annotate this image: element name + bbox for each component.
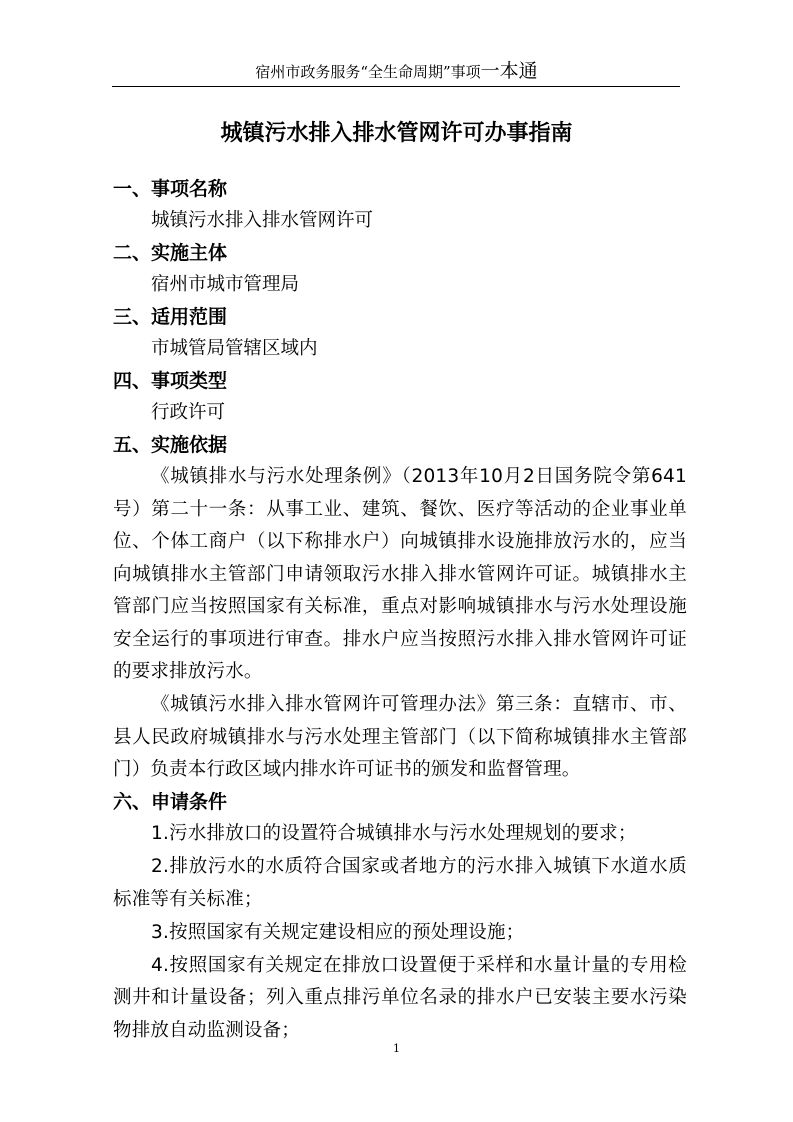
header-text: 宿州市政务服务“全生命周期”事项: [255, 63, 481, 81]
section-item-name: [113, 174, 687, 237]
section-item-type: [113, 366, 687, 429]
section-scope: [113, 302, 687, 365]
paragraph: 《城镇排水与污水处理条例》（2013年10月2日国务院令第641号）第二十一条：从事工业、建筑、餐饮、医疗等活动的企业事业单位、个体工商户（以下称排水户）向城镇排水设施排放污水的，应当向城镇排水主管部门申请领取污水排入排水管网许可证。城镇排水主管部门应当按照国家有关标准，重点对影响城镇排水与污水处理设施安全运行的事项进行审查。排水户应当按照污水排入排水管网许可证的要求排放污水。: [113, 466, 687, 682]
condition-item: 4.按照国家有关规定在排放口设置便于采样和水量计量的专用检测井和计量设备；列入重点排污单位名录的排水户已安装主要水污染物排放自动监测设备；: [113, 954, 687, 1041]
condition-item: 2.排放污水的水质符合国家或者地方的污水排入城镇下水道水质标准等有关标准；: [113, 856, 687, 910]
section-heading: 五、实施依据: [113, 434, 228, 456]
section-value: 城镇污水排入排水管网许可: [151, 210, 374, 231]
section-value: 宿州市城市管理局: [151, 274, 300, 295]
section-heading: 二、实施主体: [113, 242, 228, 264]
header-rule: [112, 86, 680, 87]
section-legal-basis: [113, 430, 687, 787]
section-implementing-body: [113, 238, 687, 301]
header-text-large: 一本通: [480, 60, 538, 82]
paragraph: 《城镇污水排入排水管网许可管理办法》第三条：直辖市、市、县人民政府城镇排水与污水处理主管部门（以下简称城镇排水主管部门）负责本行政区域内排水许可证书的颁发和监督管理。: [113, 694, 687, 780]
document-body: [113, 174, 687, 1048]
section-heading: 三、适用范围: [113, 306, 228, 328]
condition-item: 3.按照国家有关规定建设相应的预处理设施；: [151, 921, 525, 943]
page-number: 1: [393, 1042, 400, 1055]
section-application-conditions: [113, 787, 687, 1047]
section-heading: 六、申请条件: [113, 791, 228, 813]
condition-item: 1.污水排放口的设置符合城镇排水与污水处理规划的要求；: [151, 823, 637, 844]
page-header: [0, 60, 793, 83]
section-value: 行政许可: [151, 402, 226, 423]
section-heading: 一、事项名称: [113, 178, 228, 200]
section-value: 市城管局管辖区域内: [151, 338, 318, 359]
section-heading: 四、事项类型: [113, 370, 228, 392]
document-title: 城镇污水排入排水管网许可办事指南: [220, 121, 573, 146]
